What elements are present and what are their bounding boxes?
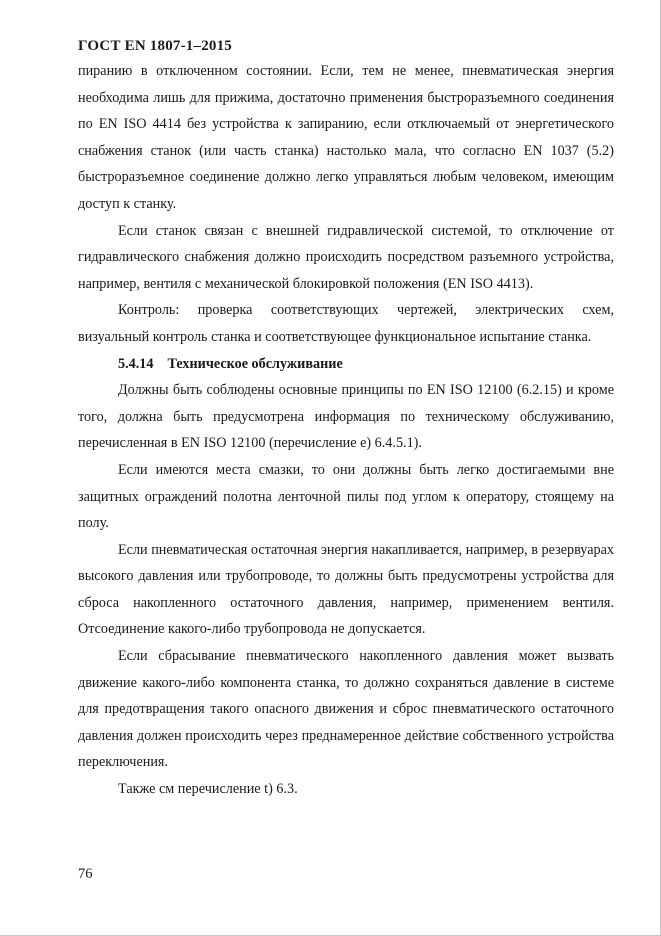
section-title: Техническое обслуживание xyxy=(167,355,343,372)
paragraph-pressure-release: Если сбрасывание пневматического накопленного давления может вызвать движение какого-либо компонента станка, то должно сохраняться давление в системе для предотвращения такого опасного движения и сброс пневматического остаточного давления должен происходить через преднамеренное действие собственного устройства переключения. xyxy=(78,648,614,771)
paragraph-principles: Должны быть соблюдены основные принципы по EN ISO 12100 (6.2.15) и кроме того, должна быть предусмотрена информация по техническому обслуживанию, перечисленная в EN ISO 12100 (перечисление е) 6.4.5.1). xyxy=(78,382,614,452)
page-number: 76 xyxy=(78,866,93,882)
body-text xyxy=(78,58,614,803)
paragraph-see-also: Также см перечисление t) 6.3. xyxy=(118,781,298,798)
section-number: 5.4.14 xyxy=(118,355,154,372)
paragraph-lubrication: Если имеются места смазки, то они должны быть легко достигаемыми вне защитных ограждений полотна ленточной пилы под углом к оператору, стоящему на полу. xyxy=(78,461,614,532)
paragraph-hydraulic: Если станок связан с внешней гидравлической системой, то отключение от гидравлического снабжения должно происходить посредством разъемного устройства, например, вентиля с механической блокировкой положения (EN ISO 4413). xyxy=(78,222,614,292)
paragraph-pneumatic: Если пневматическая остаточная энергия накапливается, например, в резервуарах высокого давления или трубопроводе, то должны быть предусмотрены устройства для сброса накопленного остаточного давления, например, применением вентиля. Отсоединение какого-либо трубопровода не допускается. xyxy=(78,541,614,638)
paragraph-control: Контроль: проверка соответствующих чертежей, электрических схем, визуальный контроль станка и соответствующее функциональное испытание станка. xyxy=(78,302,614,345)
section-heading xyxy=(78,351,614,378)
paragraph-continuation: пиранию в отключенном состоянии. Если, тем не менее, пневматическая энергия необходима лишь для прижима, достаточно применения быстроразъемного соединения по EN ISO 4414 без устройства к запиранию, если отключаемый от энергетического снабжения станок (или часть станка) настолько мала, что согласно EN 1037 (5.2) быстроразъемное соединение должно легко управляться любым человеком, имеющим доступ к станку. xyxy=(78,63,614,212)
standard-header: ГОСТ EN 1807-1–2015 xyxy=(78,38,232,54)
